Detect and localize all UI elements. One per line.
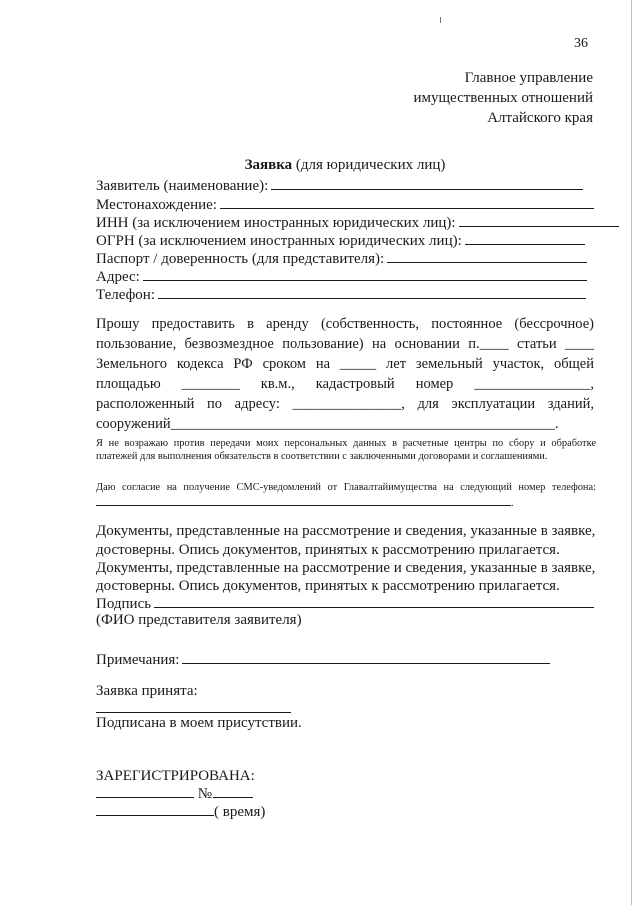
field-passport <box>96 249 587 268</box>
field-address-label: Адрес: <box>96 269 140 285</box>
registration-time-blank[interactable] <box>96 802 214 816</box>
notes-label: Примечания: <box>96 652 180 668</box>
phone-number-blank[interactable] <box>96 494 511 506</box>
accepted-blank[interactable] <box>96 712 291 713</box>
request-paragraph: Прошу предоставить в аренду (собственность, постоянное (бессрочное) пользование, безвозмездное пользование) на основании п.____ статьи ____ Земельного кодекса РФ сроком на _____ лет земельный участок, общей площадью ________ кв.м., кадастровый номер ________________, расположенный по адресу: _______________, для эксплуатации зданий, сооружений_____________________________________________________. <box>96 316 594 432</box>
form-title-main: Заявка <box>244 157 293 173</box>
field-applicant-blank[interactable] <box>271 176 583 190</box>
signature-blank[interactable] <box>154 594 594 608</box>
form-title-sub: (для юридических лиц) <box>295 157 446 173</box>
field-ogrn-blank[interactable] <box>465 231 585 245</box>
consent-sms-text: Даю согласие на получение СМС-уведомлений от Главалтайимущества на следующий номер телефона: <box>96 482 596 493</box>
form-title <box>0 157 640 174</box>
field-phone-blank[interactable] <box>158 285 586 299</box>
field-passport-label: Паспорт / доверенность (для представителя): <box>96 251 385 267</box>
registration-number-row <box>96 784 253 804</box>
field-ogrn-label: ОГРН (за исключением иностранных юридических лиц): <box>96 233 462 249</box>
addressee-line-2: имущественных отношений <box>413 90 593 106</box>
field-inn-label: ИНН (за исключением иностранных юридических лиц): <box>96 215 456 231</box>
registration-number-blank[interactable] <box>213 784 253 798</box>
documents-line-4: достоверны. Опись документов, принятых к рассмотрению прилагается. <box>96 578 560 594</box>
field-applicant <box>96 176 583 195</box>
field-inn <box>96 213 619 232</box>
time-label: ( время) <box>214 804 266 820</box>
signature-hint: (ФИО представителя заявителя) <box>96 612 302 628</box>
documents-line-1: Документы, представленные на рассмотрение и сведения, указанные в заявке, <box>96 523 596 539</box>
field-passport-blank[interactable] <box>387 249 587 263</box>
consent-sms: Даю согласие на получение СМС-уведомлений от Главалтайимущества на следующий номер телефона:. <box>96 482 596 509</box>
addressee-line-3: Алтайского края <box>487 110 593 126</box>
page-number: 36 <box>574 36 588 51</box>
documents-line-3: Документы, представленные на рассмотрение и сведения, указанные в заявке, <box>96 560 596 576</box>
field-applicant-label: Заявитель (наименование): <box>96 178 269 194</box>
scan-mark <box>440 17 441 23</box>
field-phone-label: Телефон: <box>96 287 155 303</box>
field-location-label: Местонахождение: <box>96 197 217 213</box>
consent-personal-data: Я не возражаю против передачи моих персональных данных в расчетные центры по сбору и обработке платежей для выполнения обязательств в соответствии с заключенными договорами и соглашениями. <box>96 438 596 462</box>
notes-row <box>96 650 550 670</box>
page-edge <box>631 0 632 905</box>
field-phone <box>96 285 586 304</box>
field-address <box>96 267 587 286</box>
notes-blank[interactable] <box>182 650 550 664</box>
signature-label: Подпись <box>96 596 152 612</box>
registration-date-blank[interactable] <box>96 784 194 798</box>
field-location-blank[interactable] <box>220 195 594 209</box>
field-inn-blank[interactable] <box>459 213 619 227</box>
signed-in-presence: Подписана в моем присутствии. <box>96 715 302 731</box>
field-location <box>96 195 594 214</box>
registered-label: ЗАРЕГИСТРИРОВАНА: <box>96 768 255 784</box>
documents-line-2: достоверны. Опись документов, принятых к рассмотрению прилагается. <box>96 542 560 558</box>
accepted-label: Заявка принята: <box>96 683 198 699</box>
field-ogrn <box>96 231 585 250</box>
number-sign: № <box>197 786 213 802</box>
registration-time-row <box>96 802 265 822</box>
field-address-blank[interactable] <box>143 267 587 281</box>
addressee-line-1: Главное управление <box>464 70 593 86</box>
